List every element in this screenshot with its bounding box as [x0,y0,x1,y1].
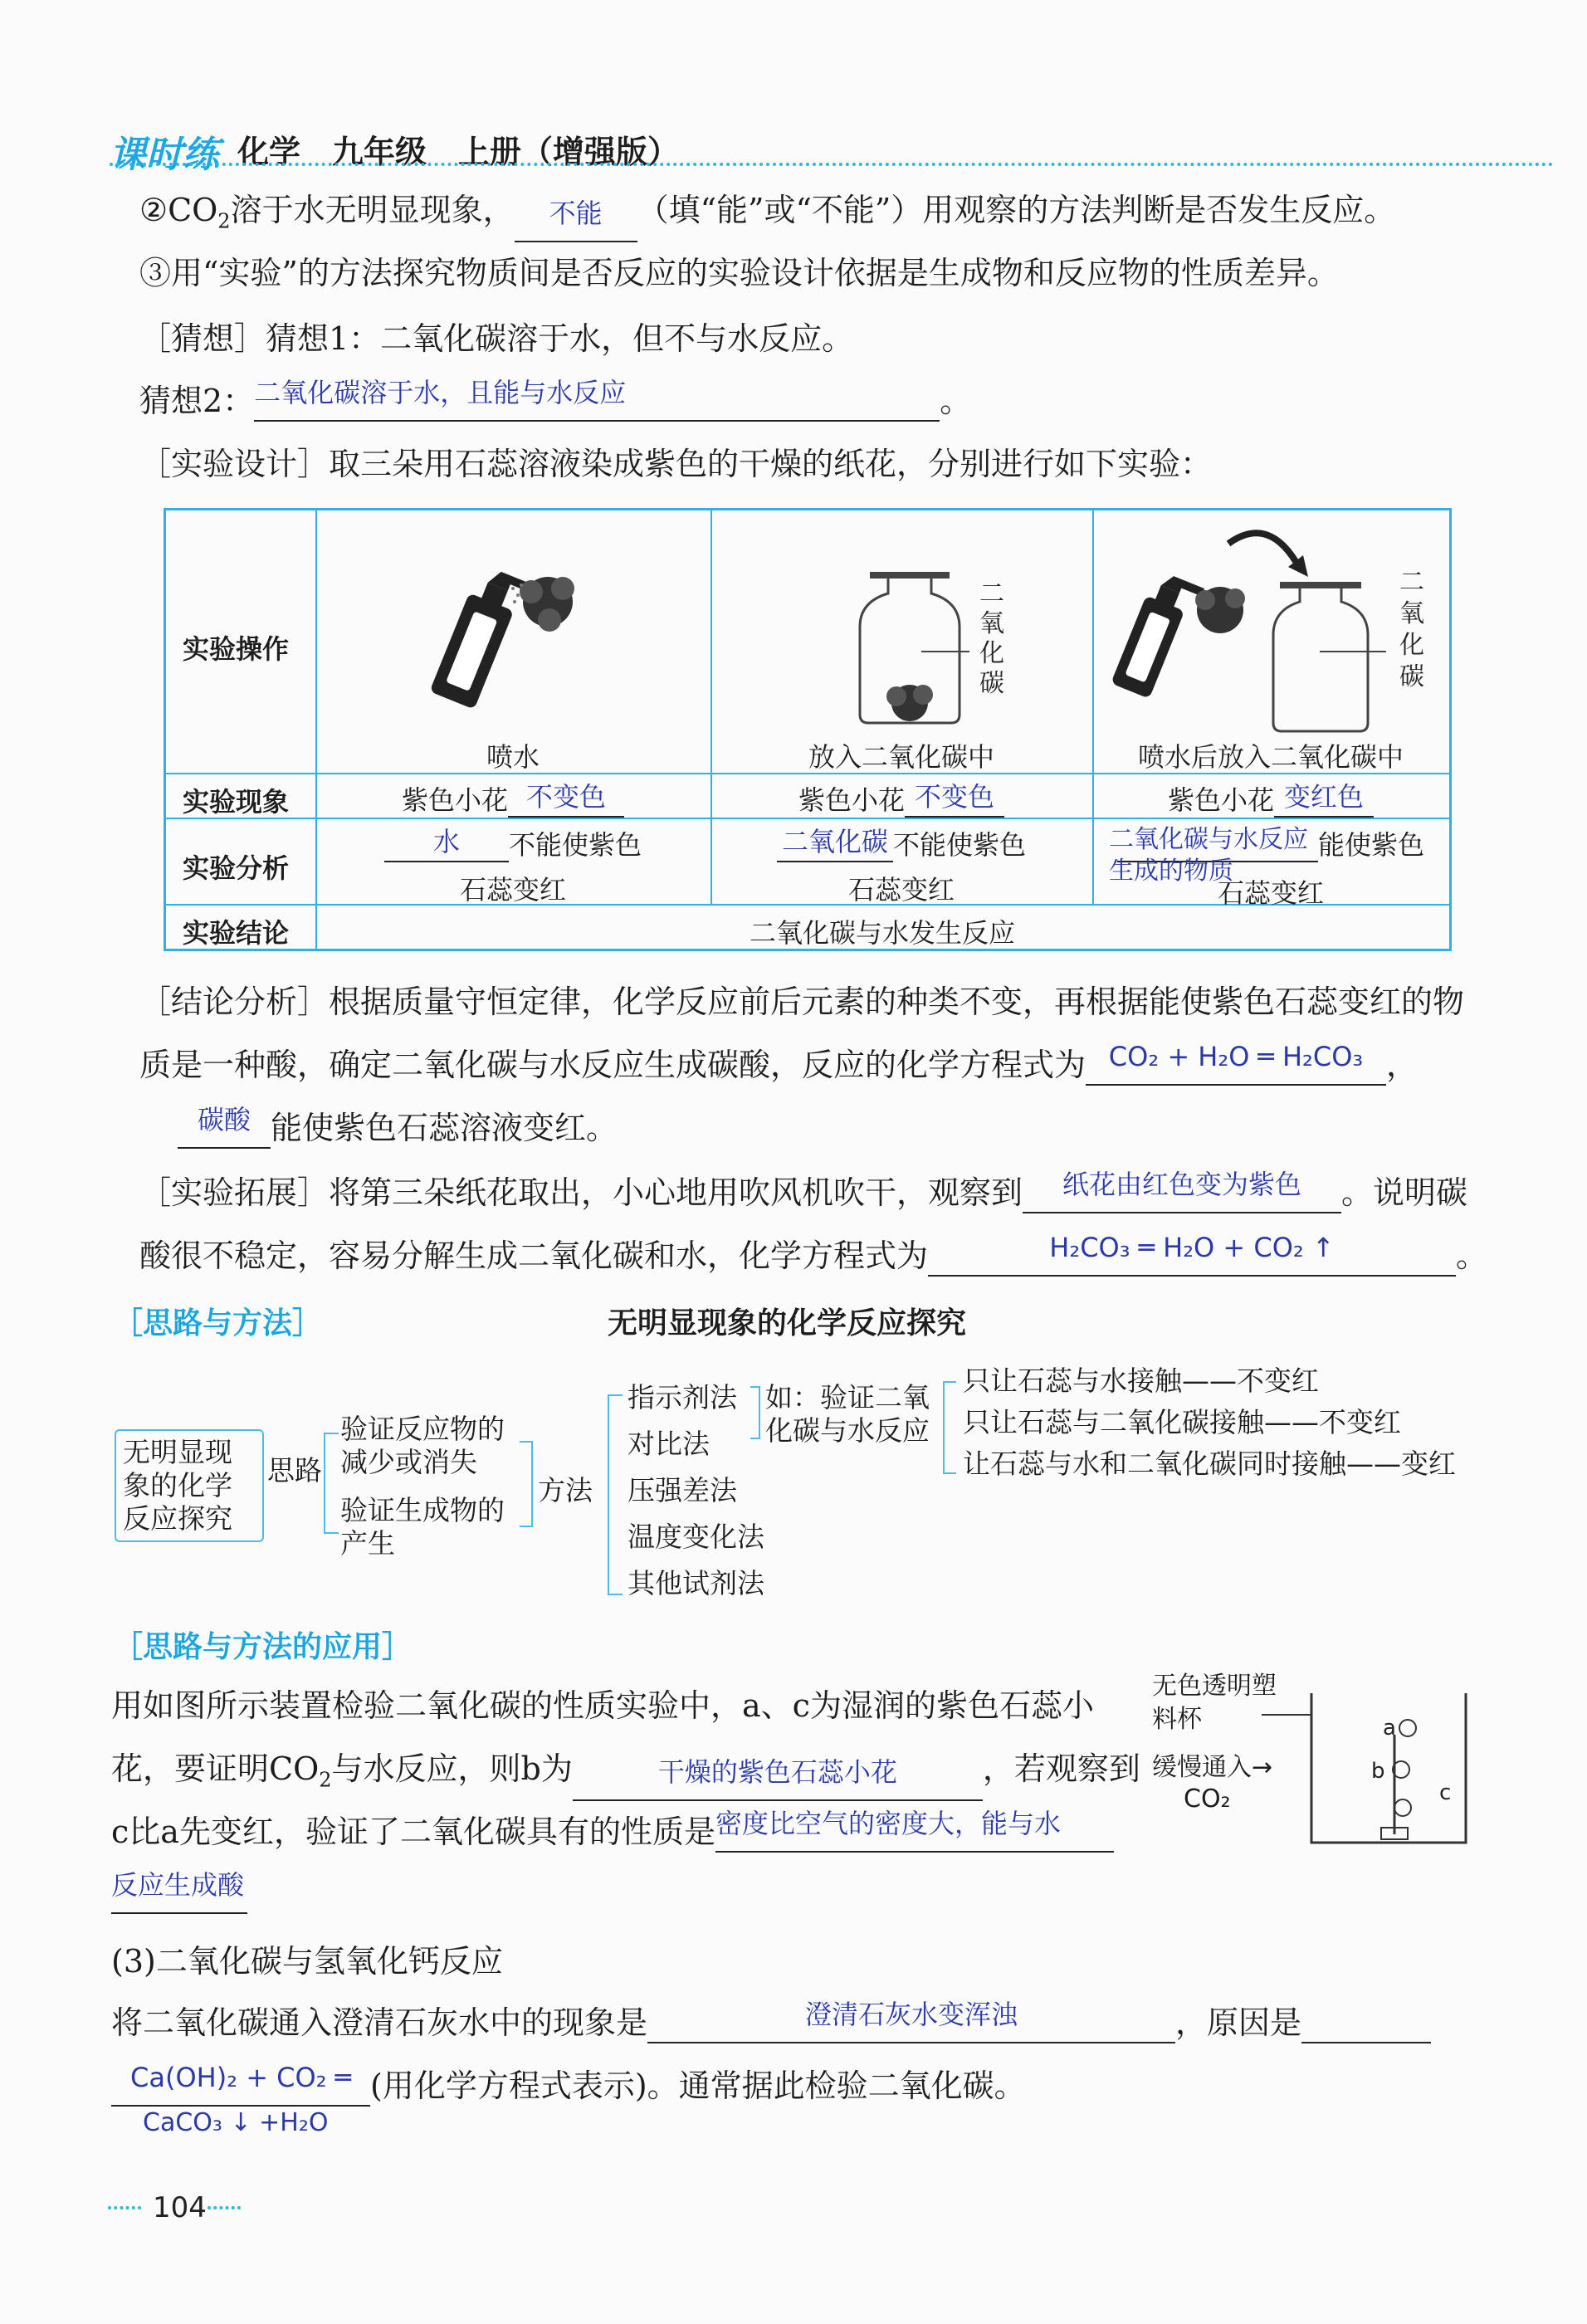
extension-line2: 酸很不稳定，容易分解生成二氧化碳和水，化学方程式为 H₂CO₃ ═ H₂O + CO₂ ↑ 。 [139,1235,1487,1277]
application-line1: 用如图所示装置检验二氧化碳的性质实验中，a、c为湿润的紫色石蕊小 [111,1687,1094,1724]
analysis-1-line2: 石蕊变红 [459,874,566,906]
analysis-2: 二氧化碳 不能使紫色 [710,824,1092,862]
part3-answer2-line2: CaCO₃ ↓ +H₂O [143,2108,329,2137]
header-title: 化学 九年级 上册（增强版） [237,134,680,170]
example-item-1: 只让石蕊与水接触——不变红 [963,1365,1319,1397]
svg-text:氧: 氧 [979,609,1004,638]
analysis-3: 能使紫色 [1092,824,1449,862]
question-3: ③用“实验”的方法探究物质间是否反应的实验设计依据是生成物和反应物的性质差异。 [139,255,1339,291]
answer-blank: 不能 [515,206,637,242]
mindmap-example: 如：验证二氧化碳与水反应 [765,1381,930,1447]
method-item-2: 对比法 [627,1428,710,1460]
conclusion-analysis-line3: 碳酸 能使紫色石蕊溶液变红。 [178,1107,618,1149]
part3-line1: 将二氧化碳通入澄清石灰水中的现象是 澄清石灰水变浑浊 ，原因是 [111,2002,1431,2043]
op-label-3: 喷水后放入二氧化碳中 [1137,741,1404,773]
figure-label-b: b [1371,1759,1385,1784]
experiment-design: ［实验设计］取三朵用石蕊溶液染成紫色的干燥的纸花，分别进行如下实验： [139,446,1213,482]
extension-line1: ［实验拓展］将第三朵纸花取出，小心地用吹风机吹干，观察到 纸花由红色变为紫色 。说明碳 [139,1172,1467,1213]
figure-label-c: c [1439,1780,1452,1805]
op-label-1: 喷水 [486,741,540,773]
analysis-1: 水 不能使紫色 [315,824,710,862]
figure-gas-label: CO₂ [1184,1784,1231,1814]
method-item-3: 压强差法 [627,1474,737,1506]
application-section-title: ［思路与方法的应用］ [113,1630,413,1664]
application-line3: c比a先变红，验证了二氧化碳具有的性质是 密度比空气的密度大，能与水 [111,1811,1114,1853]
experiment-table [164,508,1452,951]
svg-text:碳: 碳 [1399,662,1424,691]
figure-inlet-label: 缓慢通入→ [1152,1753,1273,1782]
svg-text:碳: 碳 [979,669,1004,698]
svg-text:二: 二 [979,579,1004,608]
guess-2: 猜想2： 二氧化碳溶于水，且能与水反应 。 [139,380,971,422]
method-item-1: 指示剂法 [627,1381,737,1413]
analysis-2-line2: 石蕊变红 [847,874,955,906]
method-item-4: 温度变化法 [627,1521,764,1553]
spray-then-gas-bottle-illustration [1104,519,1444,735]
op-label-2: 放入二氧化碳中 [808,741,994,773]
application-line4: 反应生成酸 [111,1872,247,1914]
application-line2: 花，要证明$CO_2$与水反应，则b为 干燥的紫色石蕊小花 ，若观察到 [111,1748,1140,1801]
row-label-analysis: 实验分析 [183,852,290,884]
phenomenon-3: 紫色小花 变红色 [1092,779,1449,818]
mindmap-idea: 思路 [267,1454,322,1487]
header-rule [110,163,1554,166]
row-label-conclusion: 实验结论 [183,917,290,949]
spray-bottle-flower-illustration [415,552,598,726]
mindmap-method: 方法 [538,1474,593,1506]
cup-figure [1262,1677,1469,1851]
svg-text:二: 二 [1399,568,1424,597]
figure-cup-label: 无色透明塑料杯 [1152,1672,1277,1734]
brand-logo: 课时练 [110,134,219,176]
answer-blank: 二氧化碳溶于水，且能与水反应 [254,385,940,422]
example-item-2: 只让石蕊与二氧化碳接触——不变红 [963,1406,1401,1438]
analysis-3-line2: 石蕊变红 [1217,877,1324,909]
guess-1: ［猜想］猜想1：二氧化碳溶于水，但不与水反应。 [139,320,854,357]
mindmap-idea-1: 验证反应物的减少或消失 [340,1413,505,1478]
experiment-conclusion: 二氧化碳与水发生反应 [749,917,1015,949]
methods-topic-title: 无明显现象的化学反应探究 [608,1306,967,1340]
question-2: $②CO_2$溶于水无明显现象， 不能 （填“能”或“不能”）用观察的方法判断是否发生反应。 [139,189,1395,242]
method-item-5: 其他试剂法 [627,1567,764,1599]
gas-bottle-flower-illustration [847,569,1046,735]
row-label-operation: 实验操作 [183,633,290,665]
phenomenon-2: 紫色小花 不变色 [710,779,1092,818]
page-number: 104 [153,2191,207,2224]
figure-label-a: a [1383,1716,1396,1741]
svg-text:化: 化 [1399,631,1424,660]
methods-section-title: ［思路与方法］ [113,1306,323,1340]
part3-line2: Ca(OH)₂ + CO₂ ═ (用化学方程式表示)。通常据此检验二氧化碳。 [111,2065,1026,2107]
svg-text:氧: 氧 [1399,599,1424,628]
row-label-phenomenon: 实验现象 [183,786,290,818]
phenomenon-1: 紫色小花 不变色 [315,779,710,818]
svg-text:化: 化 [979,639,1004,668]
conclusion-analysis-line2: 质是一种酸，确定二氧化碳与水反应生成碳酸，反应的化学方程式为 CO₂ + H₂O ═ H₂CO₃ ， [139,1044,1418,1086]
mindmap-root: 无明显现象的化学反应探究 [123,1436,232,1535]
mindmap-idea-2: 验证生成物的产生 [340,1494,505,1560]
part3-title: (3)二氧化碳与氢氧化钙反应 [111,1943,503,1980]
example-item-3: 让石蕊与水和二氧化碳同时接触——变红 [963,1448,1456,1480]
conclusion-analysis-line1: ［结论分析］根据质量守恒定律，化学反应前后元素的种类不变，再根据能使紫色石蕊变红的物 [139,984,1465,1020]
analysis-3-answer: 二氧化碳与水反应生成的物质 [1109,825,1308,886]
